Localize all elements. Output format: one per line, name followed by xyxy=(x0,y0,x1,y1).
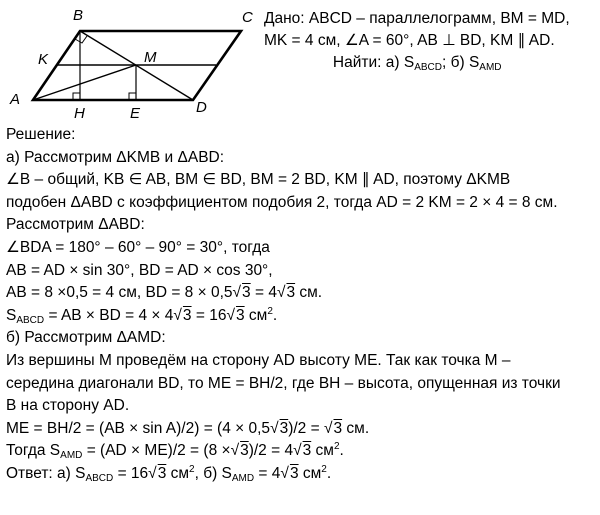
part-a-line-1: ∠B – общий, KB ∈ AB, BM ∈ BD, BM = 2 BD, KM ∥ AD, поэтому ΔKMB xyxy=(6,171,511,189)
sqrt-sign: √ xyxy=(323,419,333,437)
text-segment: Ответ: а) S xyxy=(6,464,86,482)
text-segment: = (AD × ME)/2 = (8 × xyxy=(82,442,231,460)
text-segment: см xyxy=(166,464,190,482)
sqrt-radicand: 3 xyxy=(279,419,289,437)
label-h: H xyxy=(74,105,85,122)
superscript: 2 xyxy=(333,441,340,453)
part-a-line-7 xyxy=(6,305,598,328)
sqrt-sign: √ xyxy=(148,464,157,482)
given-line-2: MK = 4 см, ∠A = 60°, AB ⊥ BD, KM ∥ AD. xyxy=(264,32,555,49)
subscript: ABCD xyxy=(85,472,114,484)
label-e: E xyxy=(130,105,141,122)
label-k: K xyxy=(38,51,49,68)
sqrt-sign: √ xyxy=(276,284,286,302)
sqrt-radicand: 3 xyxy=(289,464,299,482)
subscript: AMD xyxy=(231,472,255,484)
sqrt-sign: √ xyxy=(173,306,182,324)
sqrt-radicand: 3 xyxy=(333,419,343,437)
text-segment: )/2 = 4 xyxy=(248,442,294,460)
label-d: D xyxy=(196,99,207,116)
text-segment: = 16 xyxy=(191,306,227,324)
text-segment: = 4 xyxy=(250,284,277,302)
subscript: ABCD xyxy=(16,314,45,326)
segment-am xyxy=(33,65,136,100)
part-a-line-4: ∠BDA = 180° – 60° – 90° = 30°, тогда xyxy=(6,238,270,256)
find-prefix: Найти: а) S xyxy=(332,54,415,71)
given-block xyxy=(264,8,600,74)
sqrt-radicand: 3 xyxy=(302,442,312,460)
label-b: B xyxy=(73,7,84,24)
superscript: 2 xyxy=(189,463,195,475)
part-b-line-4 xyxy=(6,418,598,441)
sqrt-sign: √ xyxy=(293,442,302,460)
given-line-1: Дано: ABCD – параллелограмм, BM = MD, xyxy=(264,10,570,27)
solution-block xyxy=(6,124,598,486)
part-b-line-1: Из вершины M проведём на сторону AD высоту ME. Так как точка M – xyxy=(6,351,511,369)
text-segment: = 4 xyxy=(254,464,281,482)
sqrt-sign: √ xyxy=(230,442,240,460)
subscript: AMD xyxy=(60,450,83,462)
part-b-line-3: B на сторону AD. xyxy=(6,397,130,415)
text-segment: Тогда S xyxy=(6,442,61,460)
text-segment: см xyxy=(311,442,334,460)
label-m: M xyxy=(144,49,157,66)
sqrt-radicand: 3 xyxy=(286,284,296,302)
given-line-3 xyxy=(264,52,600,74)
sqrt-radicand: 3 xyxy=(182,306,192,324)
text-segment: = 16 xyxy=(113,464,149,482)
sqrt-sign: √ xyxy=(280,464,289,482)
sqrt-sign: √ xyxy=(226,306,235,324)
part-b-line-2: середина диагонали BD, то ME = BH/2, где BH – высота, опущенная из точки xyxy=(6,374,561,392)
label-a: A xyxy=(10,91,21,108)
text-segment: см xyxy=(244,306,268,324)
sqrt-sign: √ xyxy=(270,419,279,437)
sqrt-radicand: 3 xyxy=(242,284,251,302)
part-b-title: б) Рассмотрим ΔAMD: xyxy=(6,329,166,347)
text-segment: ME = BH/2 = (AB × sin A)/2) = (4 × 0,5 xyxy=(6,419,271,437)
find-mid: ; б) S xyxy=(441,54,480,71)
text-segment: см xyxy=(298,464,322,482)
label-c: C xyxy=(242,9,253,26)
answer-line xyxy=(6,463,598,486)
part-a-title: а) Рассмотрим ΔKMB и ΔABD: xyxy=(6,148,225,166)
text-segment: S xyxy=(6,306,17,324)
sqrt-radicand: 3 xyxy=(240,442,249,460)
text-segment: . xyxy=(339,442,344,460)
solution-heading: Решение: xyxy=(6,126,76,143)
part-a-line-2: подобен ΔABD с коэффициентом подобия 2, тогда AD = 2 KM = 2 × 4 = 8 см. xyxy=(6,193,558,211)
text-segment: . xyxy=(272,306,278,324)
part-a-line-3: Рассмотрим ΔABD: xyxy=(6,216,145,234)
text-segment: = AB × BD = 4 × 4 xyxy=(44,306,174,324)
part-a-line-5: AB = AD × sin 30°, BD = AD × cos 30°, xyxy=(6,261,273,279)
text-segment: )/2 = xyxy=(288,419,324,437)
sqrt-radicand: 3 xyxy=(235,306,245,324)
text-segment: . xyxy=(326,464,332,482)
find-sub-amd: AMD xyxy=(479,62,502,73)
text-segment: AB = 8 ×0,5 = 4 см, BD = 8 × 0,5 xyxy=(6,284,233,302)
text-segment: см. xyxy=(295,284,323,302)
sqrt-radicand: 3 xyxy=(157,464,167,482)
text-segment: , б) S xyxy=(194,464,232,482)
part-a-line-6 xyxy=(6,282,598,305)
superscript: 2 xyxy=(321,463,327,475)
find-sub-abcd: ABCD xyxy=(414,62,442,73)
parallelogram-figure xyxy=(0,0,262,122)
superscript: 2 xyxy=(267,305,273,317)
part-b-line-5 xyxy=(6,440,598,463)
text-segment: см. xyxy=(342,419,370,437)
sqrt-sign: √ xyxy=(232,284,242,302)
